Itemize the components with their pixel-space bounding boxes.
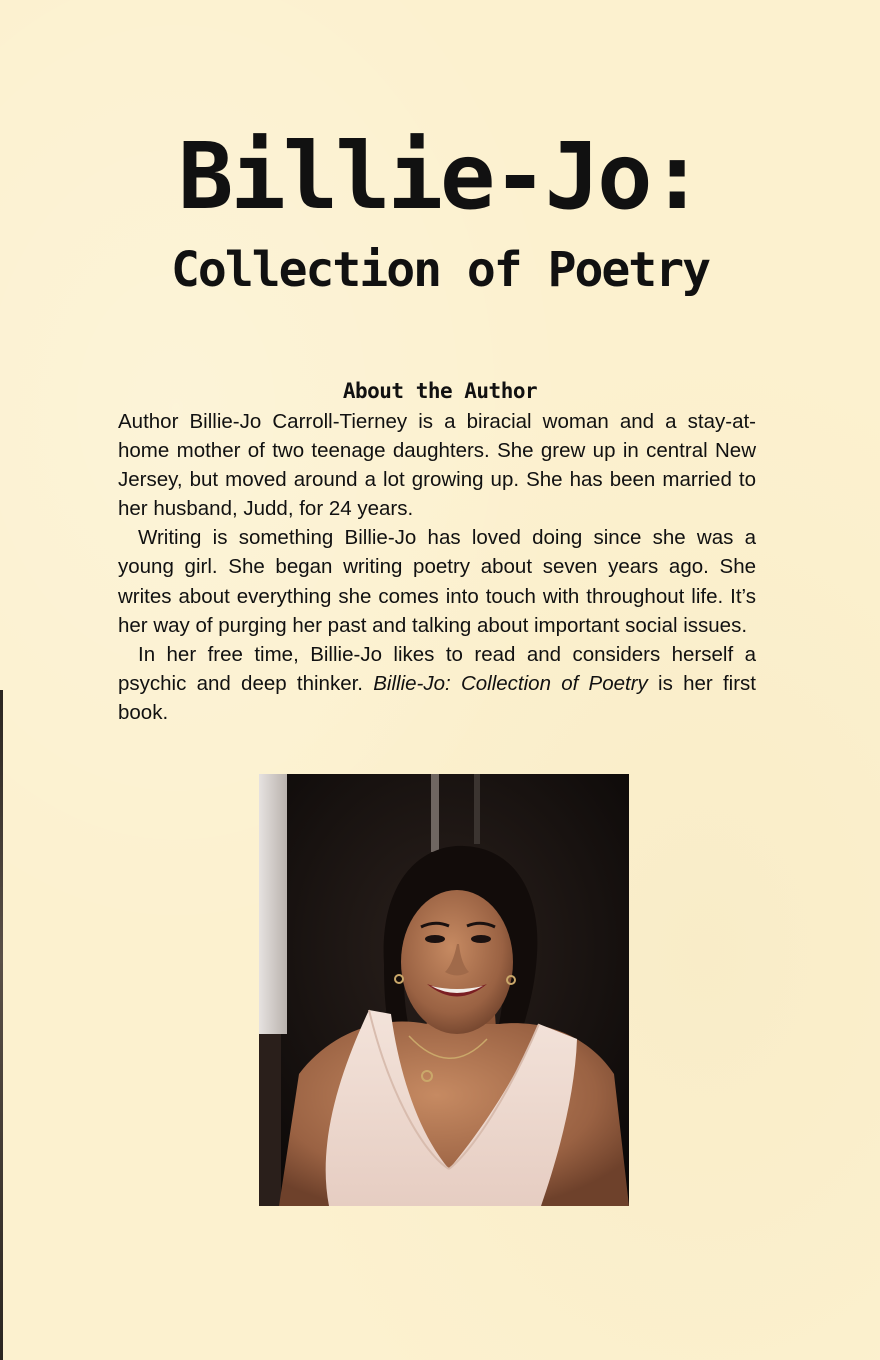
bio-paragraph-3 bbox=[118, 640, 756, 727]
book-subtitle: Collection of Poetry bbox=[171, 242, 709, 298]
bio-paragraph-3-end: is her first book. bbox=[118, 671, 757, 724]
book-title: Billie-Jo: bbox=[178, 123, 702, 230]
book-title-reference: Billie-Jo: Collection of Poetry bbox=[373, 671, 648, 695]
author-photo bbox=[259, 774, 629, 1206]
bio-paragraph-3-start: In her free time, Billie-Jo likes to read and considers herself a psychic and deep thinker. bbox=[118, 642, 756, 695]
bio-paragraph-1: Author Billie-Jo Carroll-Tierney is a biracial woman and a stay-at-home mother of two teenage daughters. She grew up in central New Jersey, but moved around a lot growing up. She has been married to her husband, Judd, for 24 years. bbox=[118, 410, 756, 521]
about-heading: About the Author bbox=[342, 379, 538, 403]
bio-paragraph-2: Writing is something Billie-Jo has loved doing since she was a young girl. She began writing poetry about seven years ago. She writes about everything she comes into touch with throughout life. It’s her way of purging her past and talking about important social issues. bbox=[118, 526, 756, 637]
page-edge-shadow bbox=[0, 690, 3, 1360]
author-bio bbox=[118, 407, 756, 727]
